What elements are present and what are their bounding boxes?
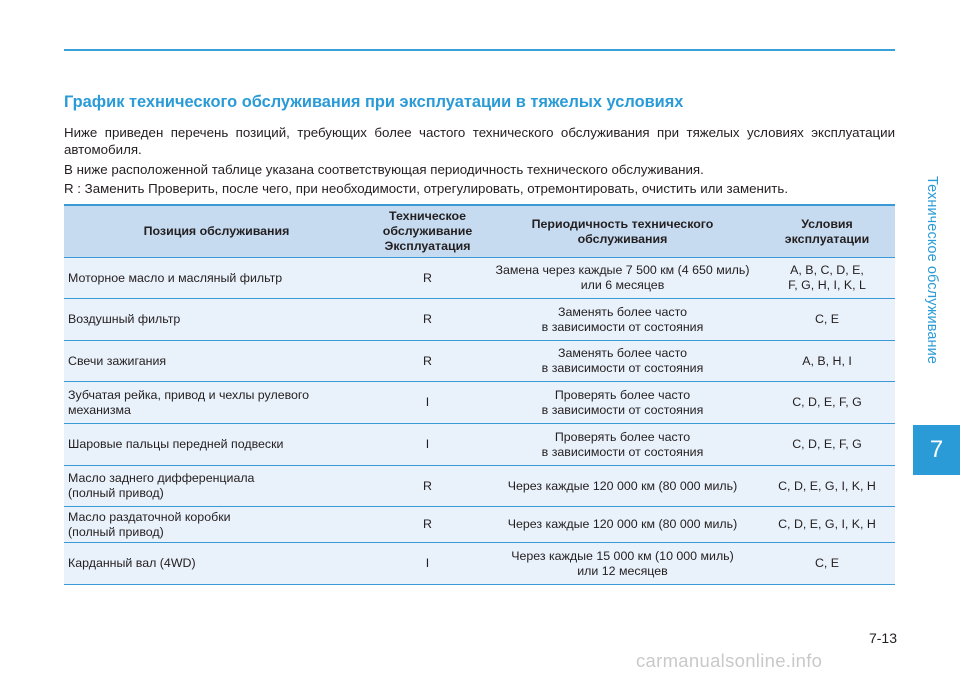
table-row: [64, 507, 895, 543]
cell-conditions: A, B, H, I: [759, 341, 895, 382]
top-rule: [64, 49, 895, 51]
maintenance-table: [64, 204, 895, 585]
cell-interval: Проверять более часто в зависимости от состояния: [486, 424, 759, 466]
intro-paragraph-3: R : Заменить Проверить, после чего, при необходимости, отрегулировать, отремонтировать, очистить или заменить.: [64, 181, 789, 197]
cell-operation: R: [369, 299, 486, 341]
cell-operation: R: [369, 507, 486, 543]
watermark[interactable]: carmanualsonline.info: [636, 650, 823, 671]
cell-interval: Заменять более часто в зависимости от состояния: [486, 341, 759, 382]
intro-text: [64, 124, 895, 200]
intro-paragraph-1: Ниже приведен перечень позиций, требующих более частого технического обслуживания при тяжелых условиях эксплуатации автомобиля.: [64, 125, 895, 157]
cell-conditions: C, D, E, G, I, K, H: [759, 466, 895, 507]
cell-interval: Заменять более часто в зависимости от состояния: [486, 299, 759, 341]
table-row: [64, 466, 895, 507]
cell-operation: I: [369, 424, 486, 466]
cell-item: Воздушный фильтр: [64, 299, 369, 341]
cell-item: Моторное масло и масляный фильтр: [64, 258, 369, 299]
header-item: Позиция обслуживания: [64, 205, 369, 258]
intro-paragraph-2: В ниже расположенной таблице указана соответствующая периодичность технического обслуживания.: [64, 161, 704, 177]
table-row: [64, 543, 895, 585]
cell-interval: Через каждые 120 000 км (80 000 миль): [486, 466, 759, 507]
cell-operation: R: [369, 466, 486, 507]
cell-operation: I: [369, 382, 486, 424]
table-row: [64, 382, 895, 424]
page-heading: График технического обслуживания при эксплуатации в тяжелых условиях: [64, 93, 684, 111]
cell-item: Масло заднего дифференциала (полный привод): [64, 466, 369, 507]
chapter-number: 7: [929, 436, 944, 463]
cell-conditions: A, B, C, D, E, F, G, H, I, K, L: [759, 258, 895, 299]
table-header-row: [64, 205, 895, 258]
cell-operation: R: [369, 341, 486, 382]
chapter-tab: [913, 425, 960, 475]
header-interval: Периодичность технического обслуживания: [486, 205, 759, 258]
cell-conditions: C, E: [759, 543, 895, 585]
cell-interval: Через каждые 120 000 км (80 000 миль): [486, 507, 759, 543]
cell-operation: I: [369, 543, 486, 585]
cell-conditions: C, D, E, F, G: [759, 382, 895, 424]
cell-conditions: C, D, E, F, G: [759, 424, 895, 466]
table-row: [64, 258, 895, 299]
cell-interval: Проверять более часто в зависимости от состояния: [486, 382, 759, 424]
cell-item: Свечи зажигания: [64, 341, 369, 382]
cell-item: Карданный вал (4WD): [64, 543, 369, 585]
cell-item: Зубчатая рейка, привод и чехлы рулевого механизма: [64, 382, 369, 424]
table-row: [64, 341, 895, 382]
table-row: [64, 424, 895, 466]
cell-conditions: C, E: [759, 299, 895, 341]
page-number: 7-13: [868, 630, 897, 646]
side-title: [916, 120, 948, 420]
side-title-text: Техническое обслуживание: [924, 176, 941, 364]
cell-operation: R: [369, 258, 486, 299]
cell-item: Шаровые пальцы передней подвески: [64, 424, 369, 466]
cell-conditions: C, D, E, G, I, K, H: [759, 507, 895, 543]
table-row: [64, 299, 895, 341]
header-conditions: Условия эксплуатации: [759, 205, 895, 258]
cell-interval: Замена через каждые 7 500 км (4 650 миль) или 6 месяцев: [486, 258, 759, 299]
cell-interval: Через каждые 15 000 км (10 000 миль) или 12 месяцев: [486, 543, 759, 585]
cell-item: Масло раздаточной коробки (полный привод): [64, 507, 369, 543]
header-operation: Техническое обслуживание Эксплуатация: [369, 205, 486, 258]
